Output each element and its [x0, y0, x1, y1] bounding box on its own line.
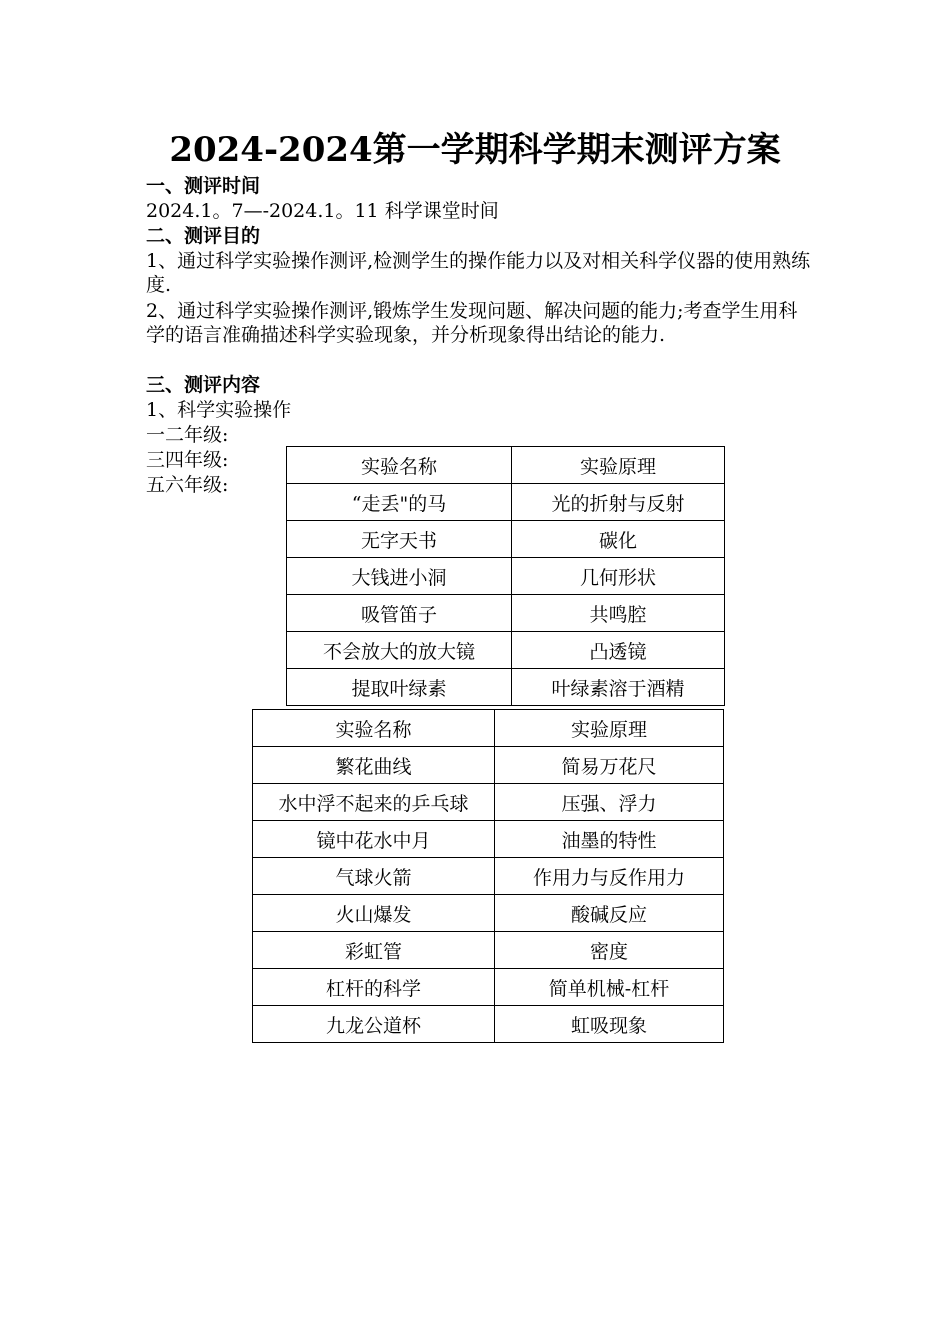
experiment-table-grade-3-4: [286, 446, 725, 706]
experiment-name-cell: “走丢"的马: [287, 484, 512, 521]
experiment-name-cell: 气球火箭: [253, 858, 495, 895]
experiment-principle-cell: 几何形状: [512, 558, 725, 595]
section-heading-content: 三、测评内容: [146, 374, 261, 396]
experiment-principle-cell: 压强、浮力: [495, 784, 724, 821]
purpose-paragraph-1: 1、通过科学实验操作测评,检测学生的操作能力以及对相关科学仪器的使用熟练度.: [146, 250, 811, 296]
experiment-name-cell: 无字天书: [287, 521, 512, 558]
header-experiment-name: 实验名称: [253, 710, 495, 747]
table-row: [287, 669, 725, 706]
grade-label-1-2: 一二年级:: [146, 424, 229, 446]
experiment-name-cell: 镜中花水中月: [253, 821, 495, 858]
header-experiment-name: 实验名称: [287, 447, 512, 484]
experiment-name-cell: 杠杆的科学: [253, 969, 495, 1006]
experiment-name-cell: 火山爆发: [253, 895, 495, 932]
table-row: [287, 595, 725, 632]
experiment-principle-cell: 简易万花尺: [495, 747, 724, 784]
table-row: [253, 895, 724, 932]
experiment-principle-cell: 酸碱反应: [495, 895, 724, 932]
time-text: 2024.1。7—-2024.1。11 科学课堂时间: [146, 200, 499, 222]
experiment-principle-cell: 油墨的特性: [495, 821, 724, 858]
experiment-principle-cell: 虹吸现象: [495, 1006, 724, 1043]
table-row: [253, 784, 724, 821]
table-row: [287, 484, 725, 521]
table-row: [287, 521, 725, 558]
section-heading-time: 一、测评时间: [146, 175, 261, 197]
experiment-name-cell: 水中浮不起来的乒乓球: [253, 784, 495, 821]
experiment-name-cell: 提取叶绿素: [287, 669, 512, 706]
experiment-name-cell: 大钱进小洞: [287, 558, 512, 595]
table-row: [287, 558, 725, 595]
experiment-principle-cell: 光的折射与反射: [512, 484, 725, 521]
experiment-principle-cell: 叶绿素溶于酒精: [512, 669, 725, 706]
experiment-name-cell: 九龙公道杯: [253, 1006, 495, 1043]
grade-label-5-6: 五六年级:: [146, 474, 229, 496]
table-row: [253, 858, 724, 895]
table-header-row: [287, 447, 725, 484]
document-title: 2024-2024第一学期科学期末测评方案: [169, 130, 781, 170]
section-heading-purpose: 二、测评目的: [146, 225, 261, 247]
grade-label-3-4: 三四年级:: [146, 449, 229, 471]
table-row: [253, 821, 724, 858]
table-row: [253, 932, 724, 969]
experiment-principle-cell: 共鸣腔: [512, 595, 725, 632]
experiment-principle-cell: 简单机械-杠杆: [495, 969, 724, 1006]
purpose-paragraph-2: 2、通过科学实验操作测评,锻炼学生发现问题、解决问题的能力;考查学生用科学的语言准确描述科学实验现象，并分析现象得出结论的能力.: [146, 300, 798, 346]
experiment-principle-cell: 作用力与反作用力: [495, 858, 724, 895]
experiment-name-cell: 繁花曲线: [253, 747, 495, 784]
experiment-table-grade-5-6: [252, 709, 724, 1043]
table-row: [253, 747, 724, 784]
experiment-name-cell: 不会放大的放大镜: [287, 632, 512, 669]
experiment-name-cell: 吸管笛子: [287, 595, 512, 632]
table-row: [253, 969, 724, 1006]
experiment-principle-cell: 碳化: [512, 521, 725, 558]
experiment-principle-cell: 凸透镜: [512, 632, 725, 669]
table-row: [253, 1006, 724, 1043]
content-subheading: 1、科学实验操作: [146, 399, 292, 421]
table-header-row: [253, 710, 724, 747]
table-row: [287, 632, 725, 669]
header-experiment-principle: 实验原理: [495, 710, 724, 747]
header-experiment-principle: 实验原理: [512, 447, 725, 484]
experiment-name-cell: 彩虹管: [253, 932, 495, 969]
experiment-principle-cell: 密度: [495, 932, 724, 969]
